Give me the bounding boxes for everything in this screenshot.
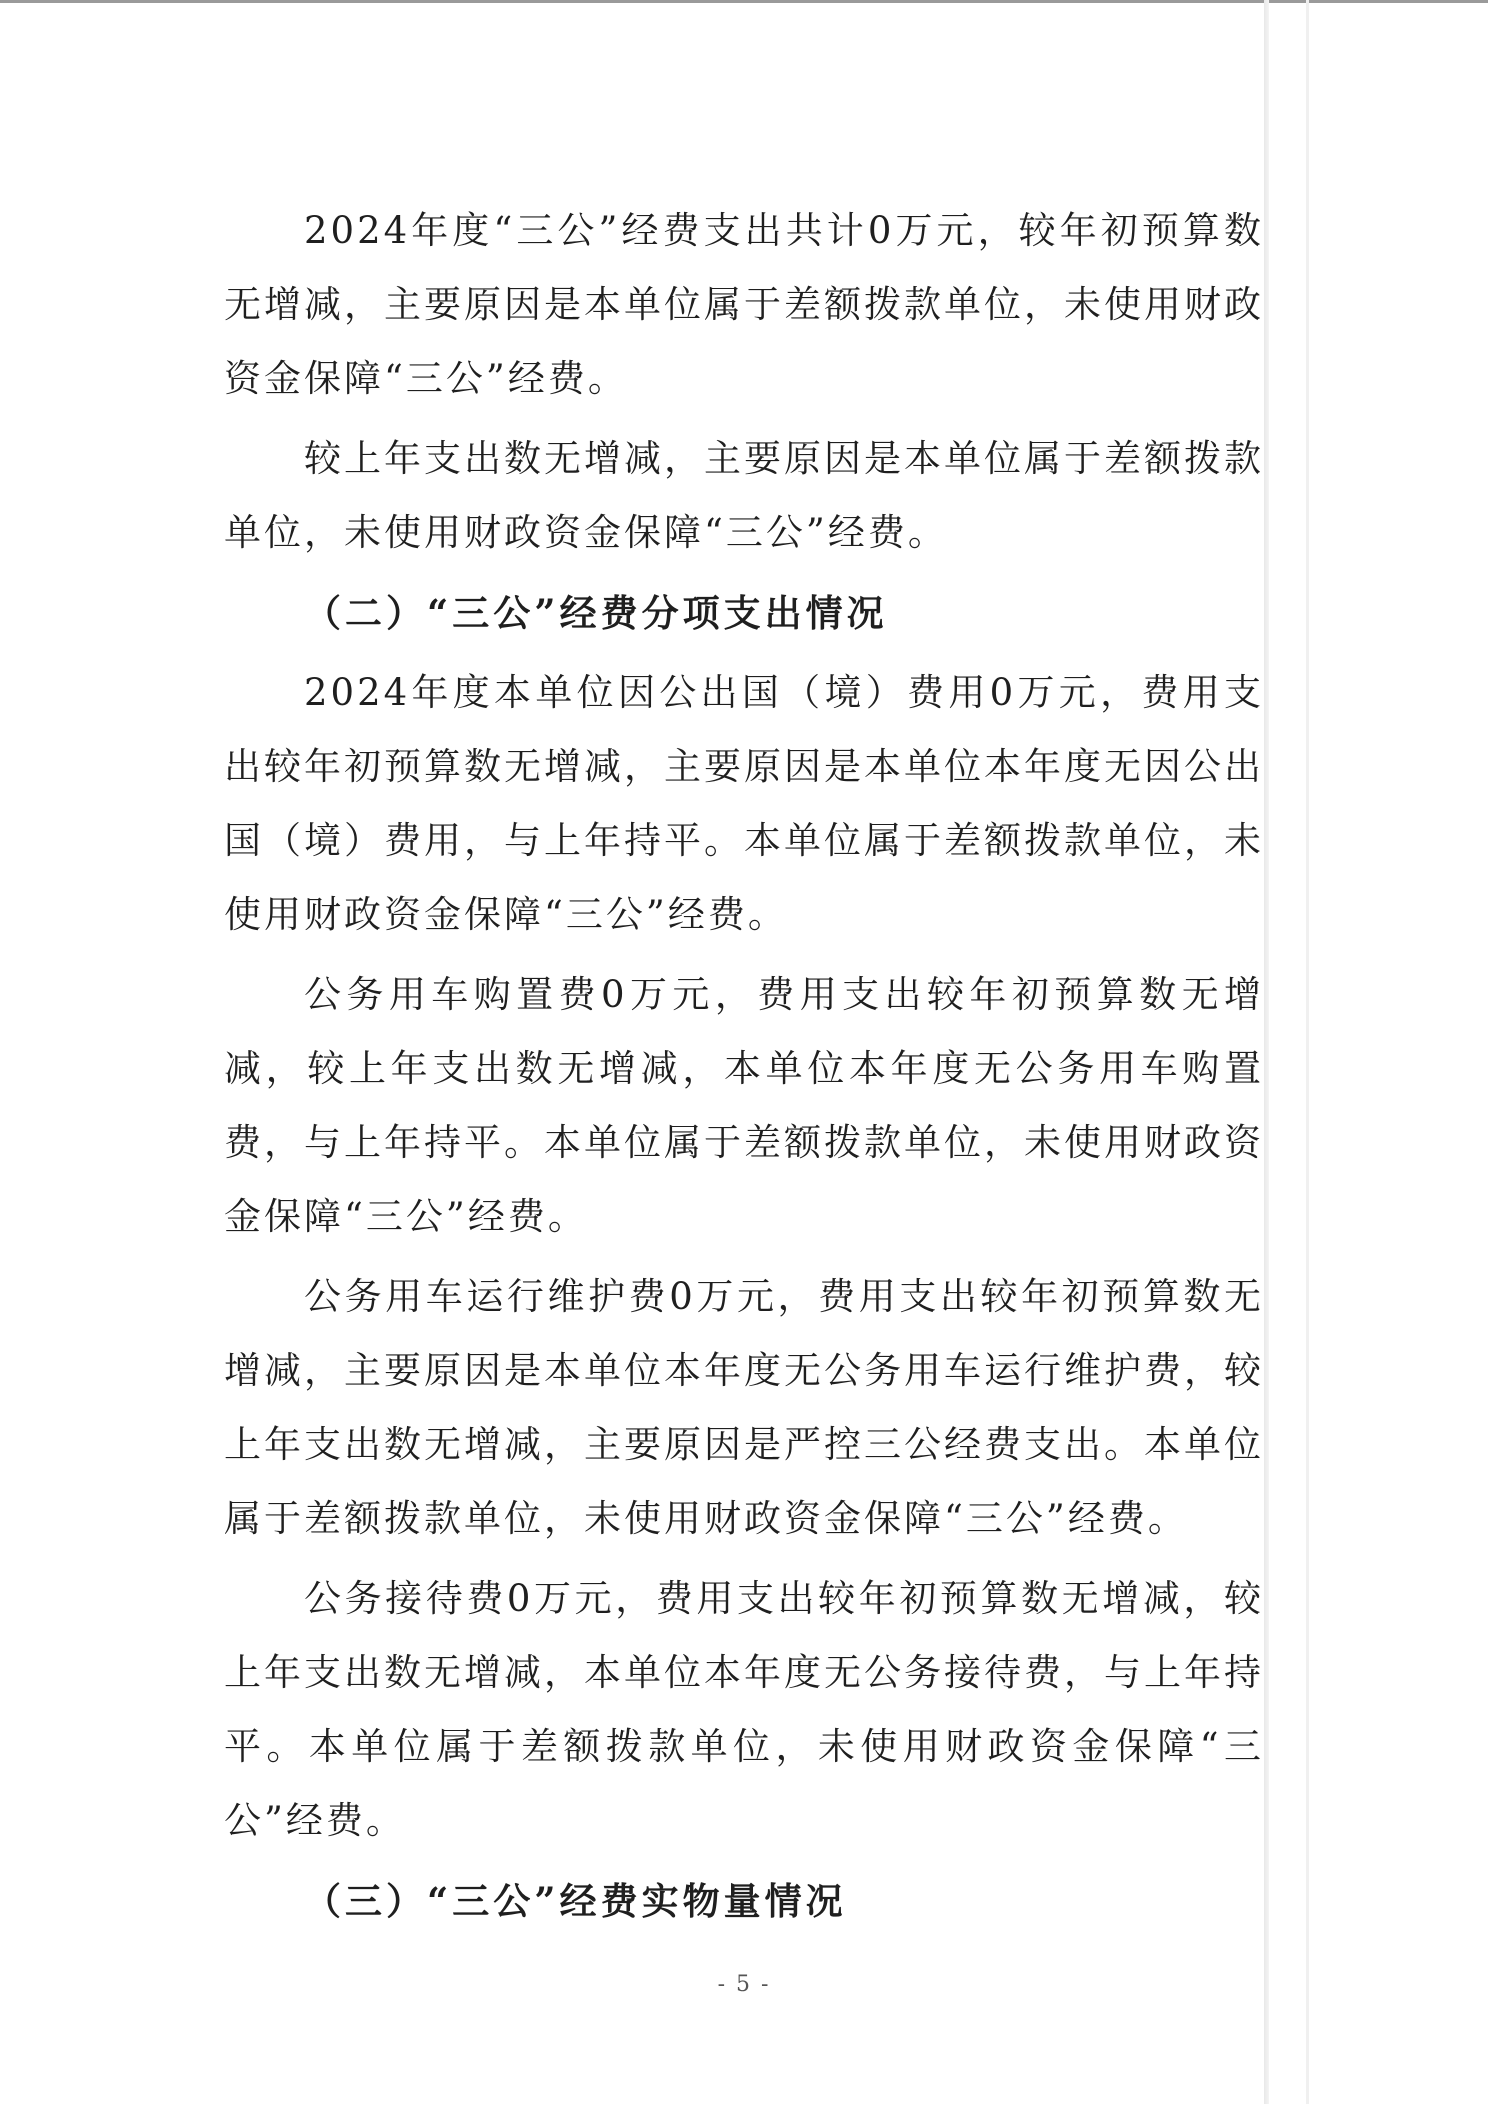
paragraph-vs-last-year: 较上年支出数无增减，主要原因是本单位属于差额拨款单位，未使用财政资金保障“三公”经费。 (224, 437, 1264, 554)
page-number: - 5 - (717, 1972, 771, 1997)
scan-binding-edge-secondary (1306, 0, 1309, 2104)
section-heading-physical-quantity: （三）“三公”经费实物量情况 (304, 1879, 847, 1923)
document-body (224, 194, 1264, 1944)
scan-binding-edge (1264, 0, 1269, 2104)
paragraph-reception: 公务接待费0万元，费用支出较年初预算数无增减，较上年支出数无增减，本单位本年度无公务接待费，与上年持平。本单位属于差额拨款单位，未使用财政资金保障“三公”经费。 (224, 1577, 1264, 1842)
paragraph-total-spend: 2024年度“三公”经费支出共计0万元，较年初预算数无增减，主要原因是本单位属于差额拨款单位，未使用财政资金保障“三公”经费。 (224, 209, 1264, 400)
paragraph-overseas-travel: 2024年度本单位因公出国（境）费用0万元，费用支出较年初预算数无增减，主要原因是本单位本年度无因公出国（境）费用，与上年持平。本单位属于差额拨款单位，未使用财政资金保障“三公”经费。 (224, 671, 1264, 936)
paragraph-vehicle-maintenance: 公务用车运行维护费0万元，费用支出较年初预算数无增减，主要原因是本单位本年度无公务用车运行维护费，较上年支出数无增减，主要原因是严控三公经费支出。本单位属于差额拨款单位，未使用财政资金保障“三公”经费。 (224, 1275, 1264, 1540)
section-heading-itemized: （二）“三公”经费分项支出情况 (304, 591, 888, 635)
paragraph-vehicle-purchase: 公务用车购置费0万元，费用支出较年初预算数无增减，较上年支出数无增减，本单位本年度无公务用车购置费，与上年持平。本单位属于差额拨款单位，未使用财政资金保障“三公”经费。 (224, 973, 1264, 1238)
